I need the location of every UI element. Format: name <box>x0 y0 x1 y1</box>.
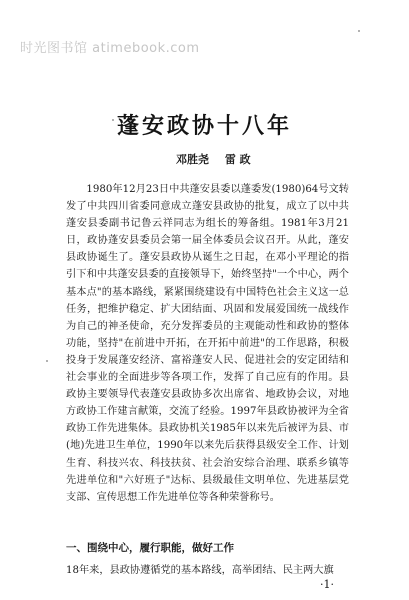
watermark: 时光图书馆 atimebook.com <box>20 41 200 56</box>
scan-speck <box>358 30 360 32</box>
section-heading: 一、围绕中心，履行职能，做好工作 <box>66 542 234 554</box>
scan-speck <box>46 360 48 362</box>
author-name: 邓胜尧 <box>176 153 209 166</box>
body-paragraph: 1980年12月23日中共蓬安县委以蓬委发(1980)64号文转发了中共四川省委同意成立蓬安县政协的批复，成立了以中共蓬安县委副书记鲁云祥同志为组长的筹备组。1981年3月21日，政协蓬安县委员会第一届全体委员会议召开。从此，蓬安县政协诞生了。蓬安县政协从诞生之日起，在邓小平理论的指引下和中共蓬安县委的直接领导下，始终坚持"一个中心，两个基本点"的基本路线，紧紧围绕建设有中国特色社会主义这一总任务，把维护稳定、扩大团结面、巩固和发展爱国统一战线作为自己的神圣使命，充分发挥委员的主观能动性和政协的整体功能，坚持"在前进中开拓，在开拓中前进"的工作思路，积极投身于发展蓬安经济、富裕蓬安人民、促进社会的安定团结和社会事业的全面进步等各项工作，发挥了自己应有的作用。县政协主要领导代表蓬安县政协多次出席省、地政协会议，对地方政协工作建言献策，交流了经验。1997年县政协被评为全省政协工作先进集体。县政协机关1985年以来先后被评为县、市(地)先进卫生单位，1990年以来先后获得县级安全工作、计划生育、科技兴农、科技扶贫、社会治安综合治理、联系乡镇等先进单位和"六好班子"达标、县级最佳文明单位、先进基层党支部、宣传思想工作先进单位等各种荣誉称号。 <box>66 184 349 503</box>
author-line <box>176 151 263 167</box>
page-title: 蓬安政协十八年 <box>116 112 292 139</box>
section-first-line: 18年来，县政协遵循党的基本路线，高举团结、民主两大旗 <box>66 565 334 576</box>
author-name: 雷 政 <box>224 153 251 166</box>
page-number: ·1· <box>320 578 334 591</box>
